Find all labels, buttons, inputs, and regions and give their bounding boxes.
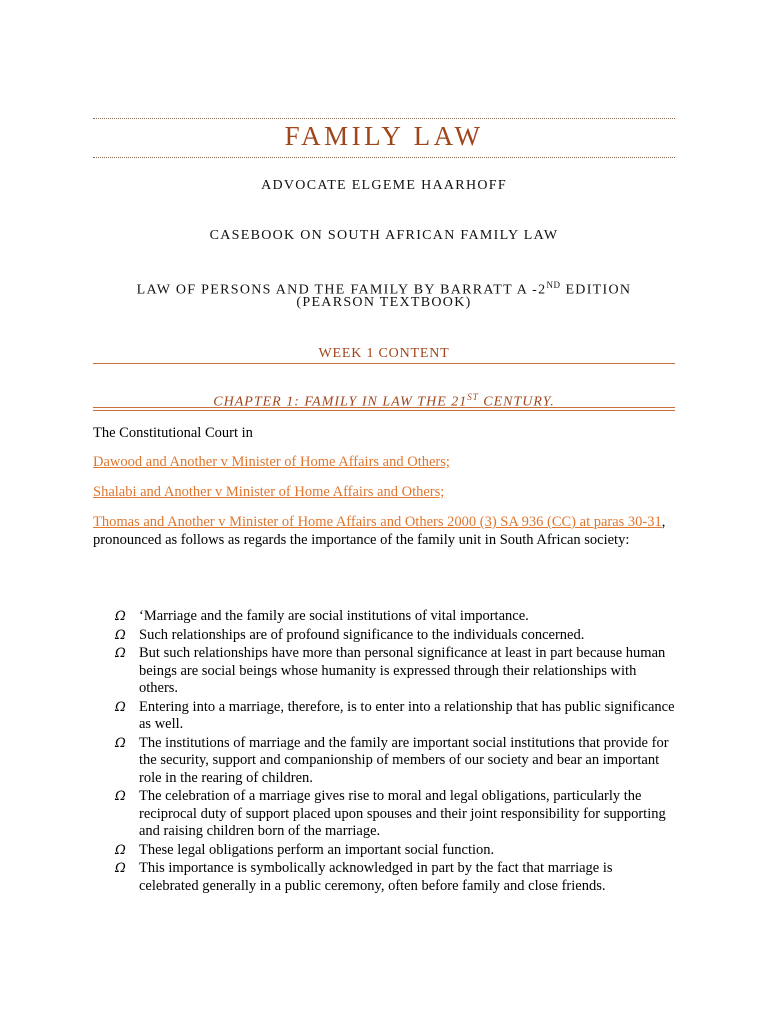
omega-bullet-icon: Ω bbox=[115, 842, 126, 858]
case-link-thomas[interactable]: Thomas and Another v Minister of Home Affairs and Others 2000 (3) SA 936 (CC) at paras 30-31 bbox=[93, 514, 662, 530]
list-item-text: The celebration of a marriage gives rise to moral and legal obligations, particularly the reciprocal duty of support placed upon spouses and their joint responsibility for supporting and raising children born of the marriage. bbox=[139, 788, 666, 839]
textbook-line-text: LAW OF PERSONS AND THE FAMILY BY BARRATT A -2 bbox=[136, 282, 547, 298]
list-item bbox=[115, 788, 675, 841]
omega-bullet-icon: Ω bbox=[115, 735, 126, 751]
case-paragraph-shalabi bbox=[93, 484, 675, 502]
list-item bbox=[115, 699, 675, 734]
chapter-heading-end: CENTURY. bbox=[478, 394, 555, 410]
casebook-line: CASEBOOK ON SOUTH AFRICAN FAMILY LAW bbox=[209, 228, 559, 243]
document-title: FAMILY LAW bbox=[284, 121, 484, 151]
list-item-text: But such relationships have more than personal significance at least in part because human beings are social beings whose humanity is expressed through their relationships with others. bbox=[139, 645, 666, 696]
omega-bullet-icon: Ω bbox=[115, 861, 126, 876]
intro-paragraph: The Constitutional Court in bbox=[93, 425, 253, 441]
chapter-superscript: ST bbox=[467, 392, 479, 402]
list-item bbox=[115, 645, 675, 698]
list-item-text: Entering into a marriage, therefore, is to enter into a relationship that has public significance as well. bbox=[139, 698, 675, 732]
textbook-line-edition: EDITION bbox=[560, 282, 632, 298]
list-item bbox=[115, 627, 675, 645]
omega-bullet-icon: Ω bbox=[115, 699, 126, 715]
list-item-text: This importance is symbolically acknowledged in part by the fact that marriage is celebrated generally in a public ceremony, often before family and close friends. bbox=[139, 860, 613, 894]
list-item-text: These legal obligations perform an important social function. bbox=[139, 841, 495, 858]
case-paragraph-thomas bbox=[93, 514, 675, 549]
title-bottom-rule bbox=[93, 157, 675, 158]
list-item bbox=[115, 842, 675, 860]
omega-bullet-icon: Ω bbox=[115, 627, 126, 643]
textbook-publisher-line: (PEARSON TEXTBOOK) bbox=[296, 295, 472, 310]
quote-bullet-list bbox=[115, 608, 675, 896]
omega-bullet-icon: Ω bbox=[115, 609, 126, 624]
omega-bullet-icon: Ω bbox=[115, 646, 126, 661]
author-line: ADVOCATE ELGEME HAARHOFF bbox=[261, 178, 507, 193]
list-item bbox=[115, 735, 675, 788]
chapter-rule-bottom bbox=[93, 410, 675, 411]
textbook-edition-superscript: ND bbox=[546, 280, 561, 290]
omega-bullet-icon: Ω bbox=[115, 789, 126, 804]
chapter-rule-top bbox=[93, 407, 675, 408]
list-item-text: ‘Marriage and the family are social institutions of vital importance. bbox=[139, 608, 529, 624]
week-heading: WEEK 1 CONTENT bbox=[318, 346, 450, 361]
week-rule bbox=[93, 363, 675, 364]
case-link-dawood[interactable]: Dawood and Another v Minister of Home Affairs and Others; bbox=[93, 454, 450, 470]
case-link-shalabi[interactable]: Shalabi and Another v Minister of Home Affairs and Others; bbox=[93, 484, 445, 500]
list-item bbox=[115, 608, 675, 626]
list-item-text: The institutions of marriage and the family are important social institutions that provide for the security, support and companionship of members of our society and bear an important role in the rearing of children. bbox=[139, 734, 669, 786]
case-paragraph-dawood bbox=[93, 454, 675, 472]
case-paragraph-continuation: , pronounced as follows as regards the importance of the family unit in South African society: bbox=[93, 514, 666, 548]
list-item bbox=[115, 860, 675, 895]
document-page bbox=[93, 0, 675, 1024]
list-item-text: Such relationships are of profound significance to the individuals concerned. bbox=[139, 626, 585, 643]
chapter-heading-text: CHAPTER 1: FAMILY IN LAW THE 21 bbox=[213, 394, 468, 410]
